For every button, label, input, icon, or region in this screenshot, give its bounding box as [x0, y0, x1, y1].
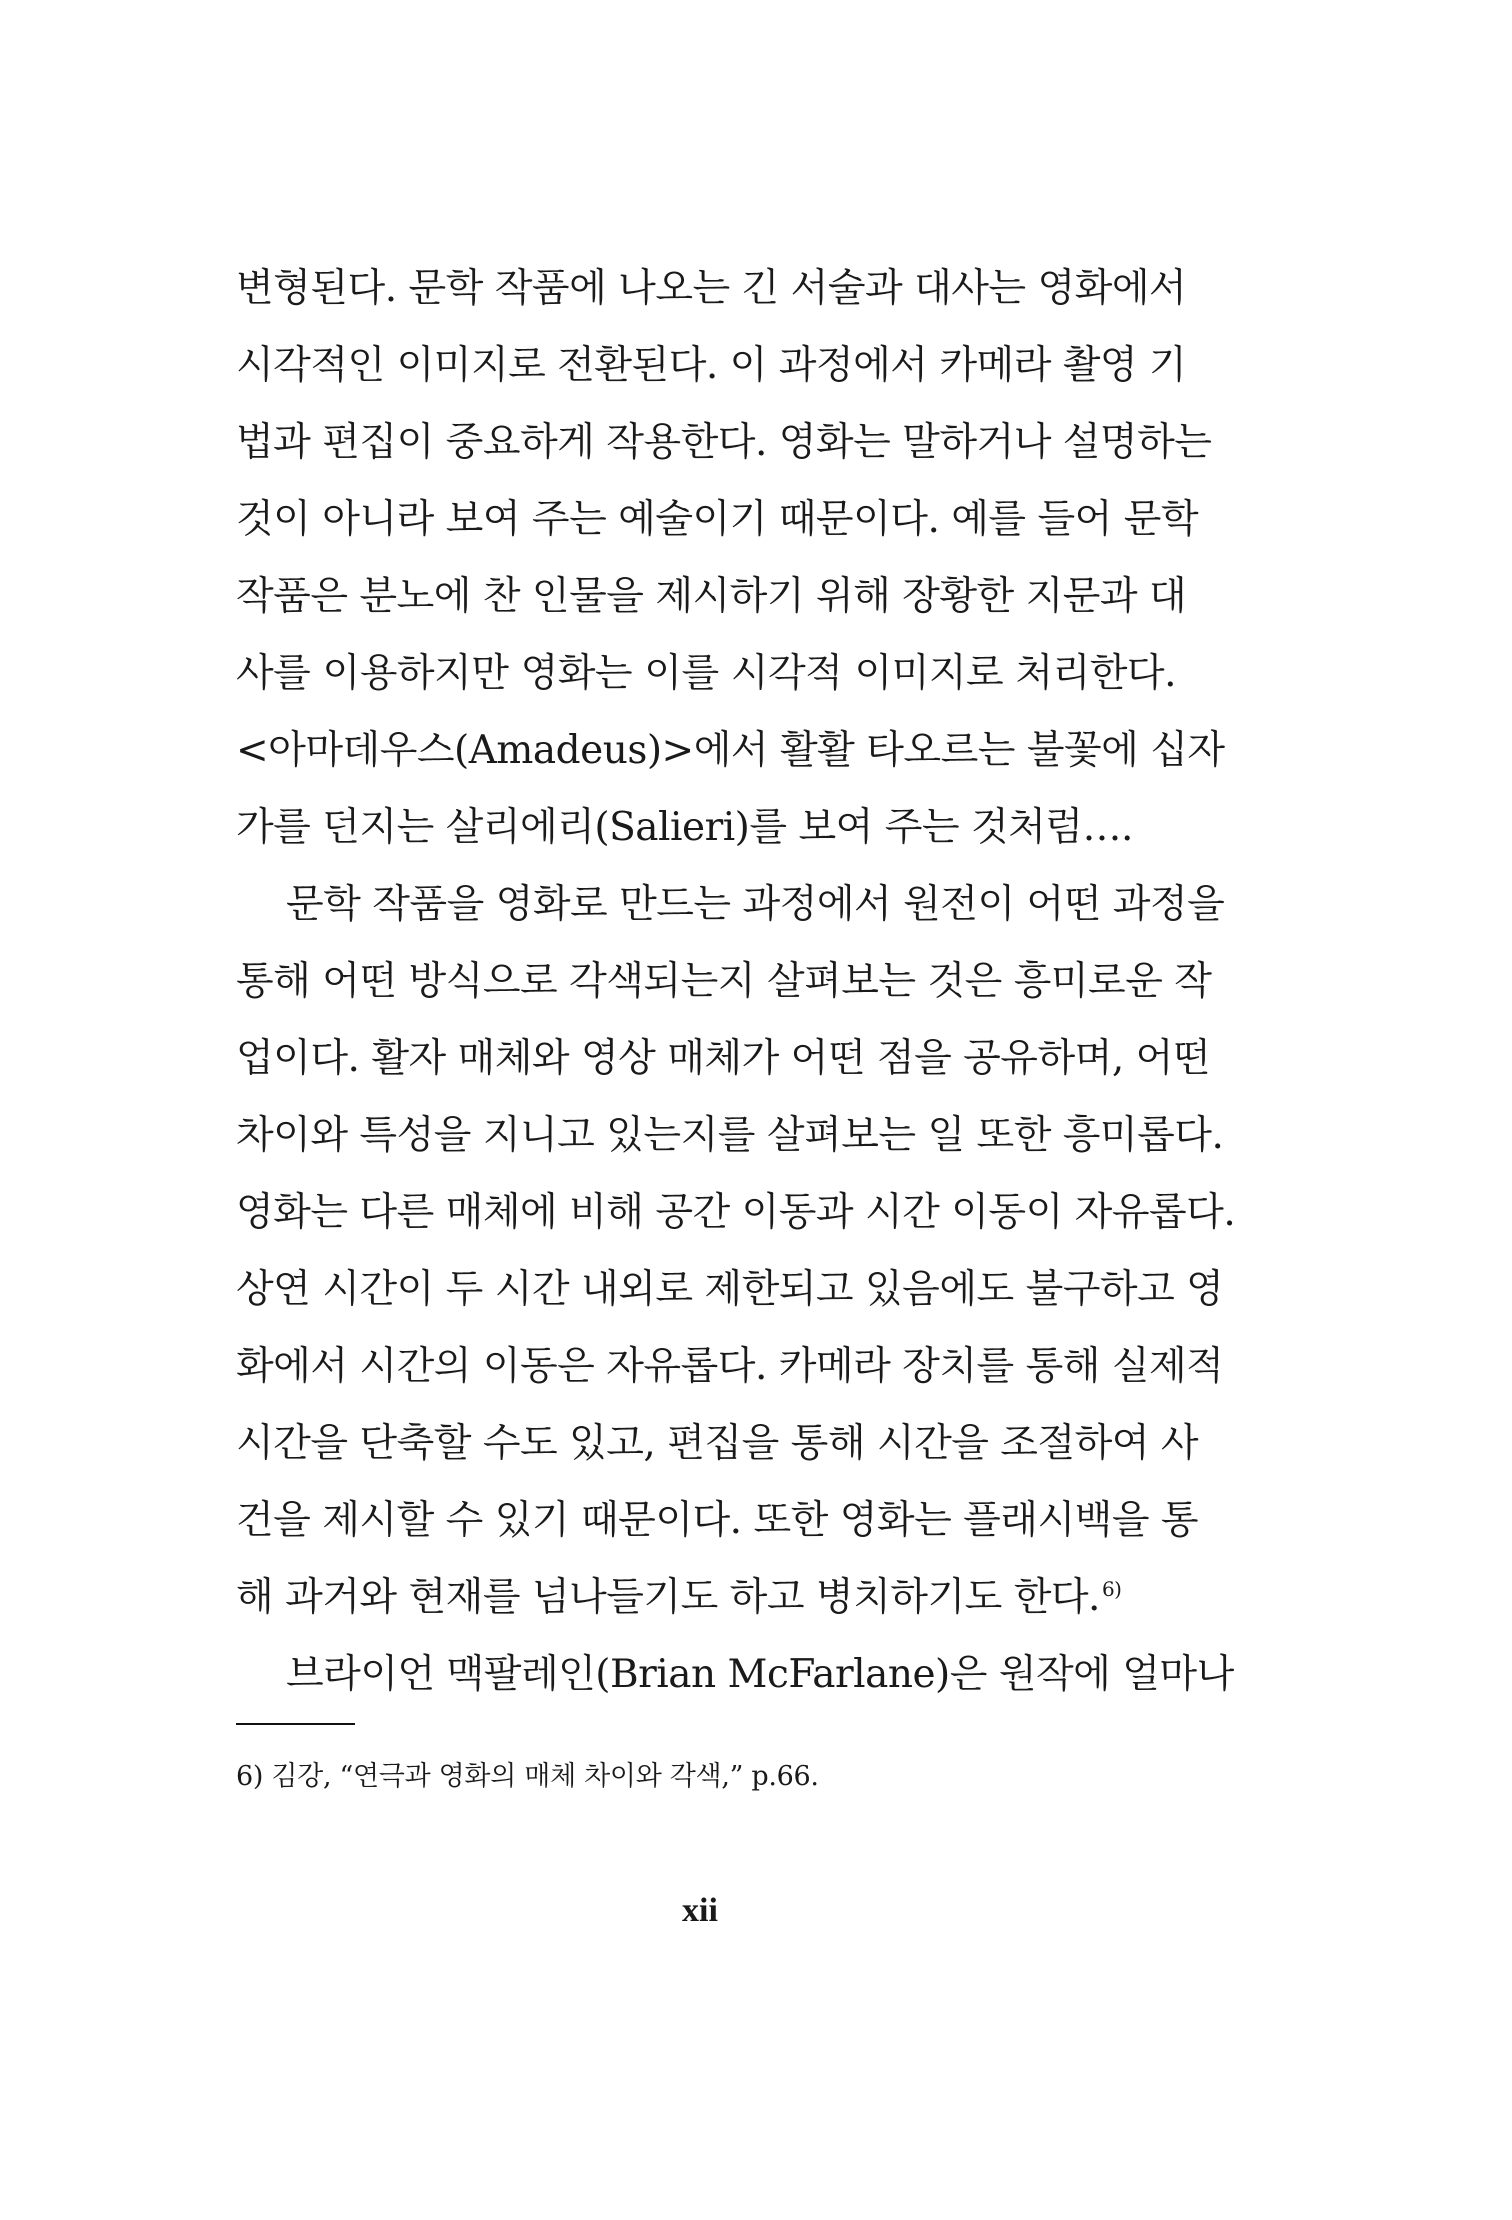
- text-line: 것이 아니라 보여 주는 예술이기 때문이다. 예를 들어 문학: [236, 497, 1199, 542]
- text-line-with-footnote: [236, 1559, 1176, 1636]
- text-line: 가를 던지는 살리에리(Salieri)를 보여 주는 것처럼….: [236, 805, 1133, 850]
- text-line-content: 해 과거와 현재를 넘나들기도 하고 병치하기도 한다.: [236, 1575, 1100, 1620]
- paragraph-start-line: 문학 작품을 영화로 만드는 과정에서 원전이 어떤 과정을: [286, 882, 1225, 927]
- body-text: [236, 250, 1236, 1713]
- text-line: 시각적인 이미지로 전환된다. 이 과정에서 카메라 촬영 기: [236, 343, 1187, 388]
- text-line: 상연 시간이 두 시간 내외로 제한되고 있음에도 불구하고 영: [236, 1267, 1224, 1312]
- text-line: 화에서 시간의 이동은 자유롭다. 카메라 장치를 통해 실제적: [236, 1344, 1224, 1389]
- footnote-reference[interactable]: 6): [1101, 1577, 1122, 1601]
- text-line: 법과 편집이 중요하게 작용한다. 영화는 말하거나 설명하는: [236, 420, 1212, 465]
- text-line: 차이와 특성을 지니고 있는지를 살펴보는 일 또한 흥미롭다.: [236, 1113, 1224, 1158]
- text-line: 시간을 단축할 수도 있고, 편집을 통해 시간을 조절하여 사: [236, 1421, 1199, 1466]
- text-line: 사를 이용하지만 영화는 이를 시각적 이미지로 처리한다.: [236, 651, 1176, 696]
- paragraph-start-line: 브라이언 맥팔레인(Brian McFarlane)은 원작에 얼마나: [286, 1652, 1234, 1697]
- footnote-divider: [236, 1723, 355, 1725]
- text-line: 업이다. 활자 매체와 영상 매체가 어떤 점을 공유하며, 어떤: [236, 1036, 1210, 1081]
- page-number: xii: [682, 1892, 718, 1929]
- footnote: 6) 김강, “연극과 영화의 매체 차이와 각색,” p.66.: [236, 1761, 819, 1792]
- text-line: 영화는 다른 매체에 비해 공간 이동과 시간 이동이 자유롭다.: [236, 1190, 1236, 1235]
- text-line: 건을 제시할 수 있기 때문이다. 또한 영화는 플래시백을 통: [236, 1498, 1199, 1543]
- text-line: 변형된다. 문학 작품에 나오는 긴 서술과 대사는 영화에서: [236, 266, 1187, 311]
- text-line: 작품은 분노에 찬 인물을 제시하기 위해 장황한 지문과 대: [236, 574, 1187, 619]
- text-line: <아마데우스(Amadeus)>에서 활활 타오르는 불꽃에 십자: [236, 728, 1225, 773]
- text-line: 통해 어떤 방식으로 각색되는지 살펴보는 것은 흥미로운 작: [236, 959, 1212, 1004]
